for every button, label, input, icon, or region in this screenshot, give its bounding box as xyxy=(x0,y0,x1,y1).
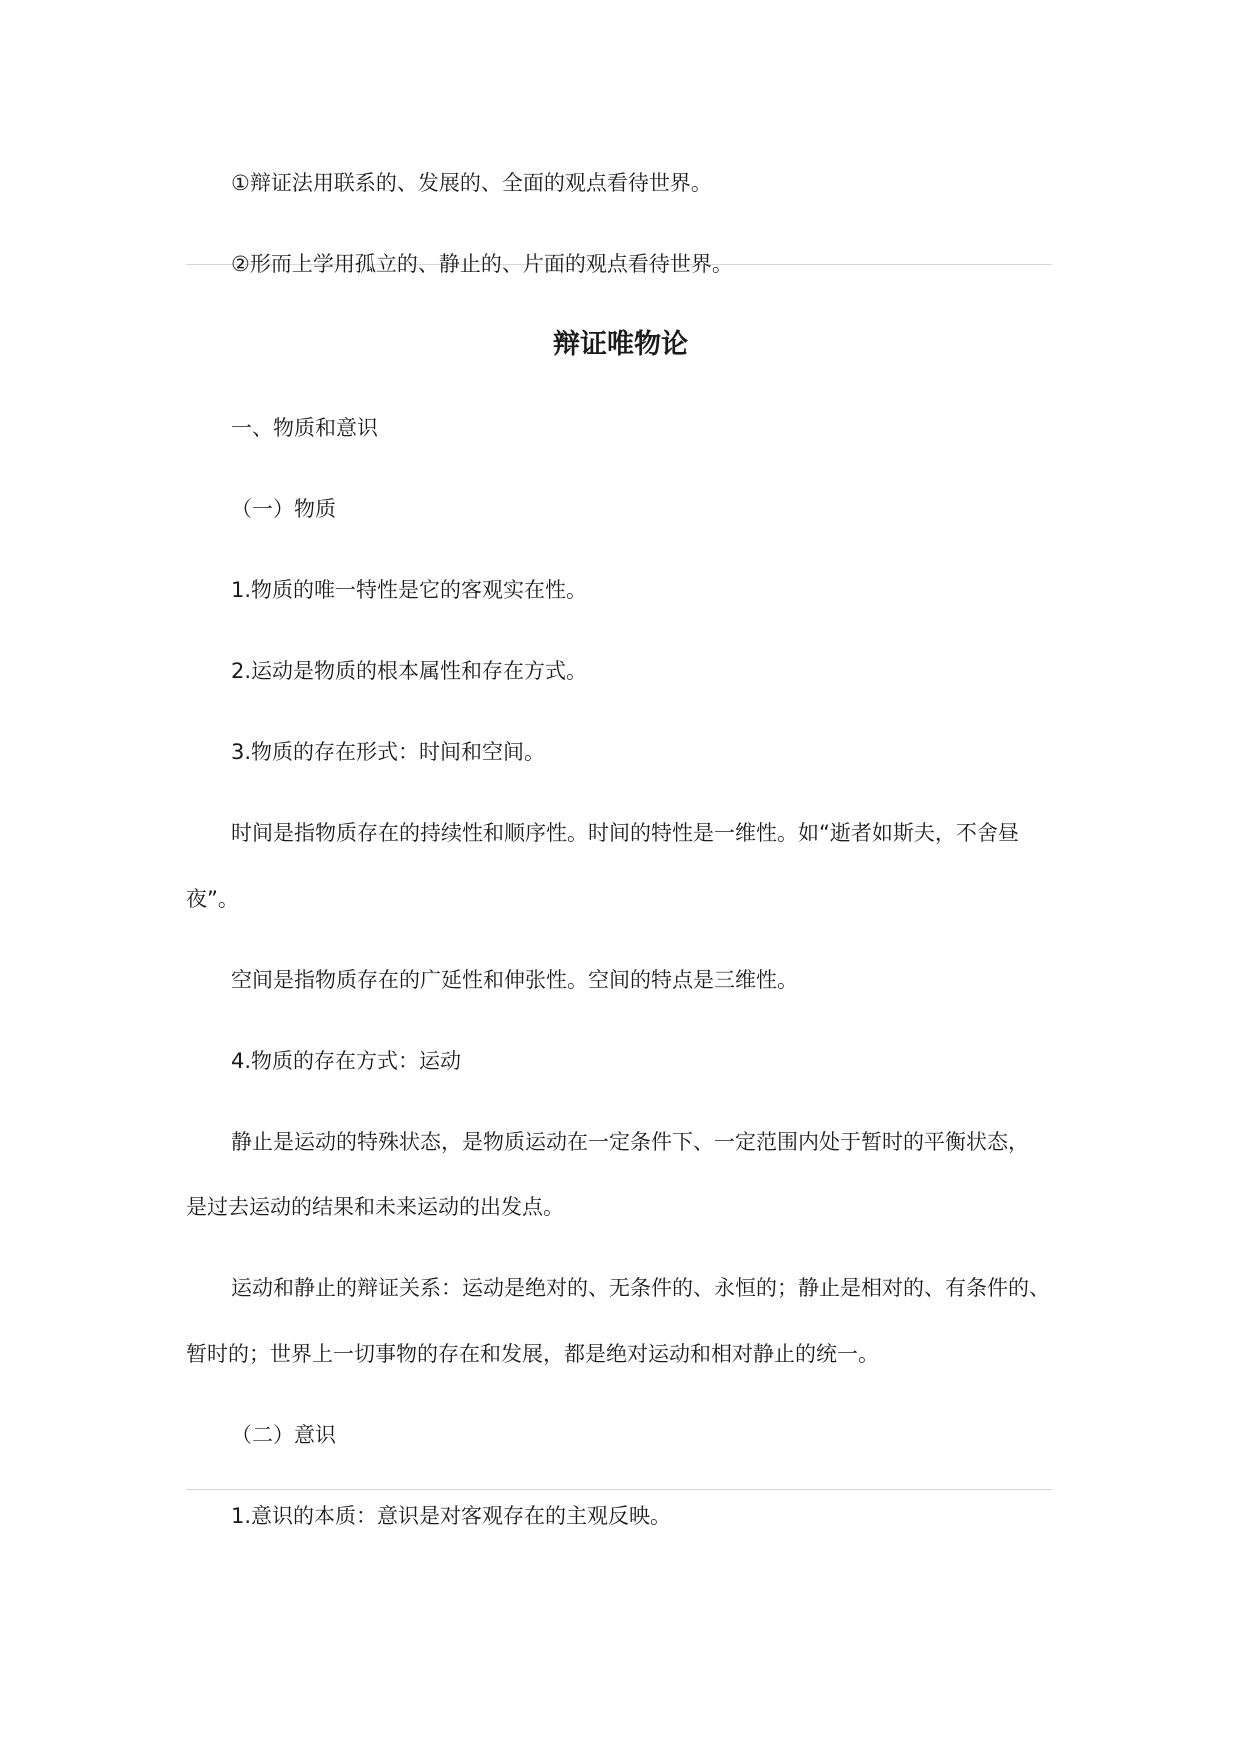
paragraph-rest-line1: 静止是运动的特殊状态，是物质运动在一定条件下、一定范围内处于暂时的平衡状态， xyxy=(231,1130,1029,1154)
paragraph-motion-mode: 4.物质的存在方式：运动 xyxy=(231,1049,462,1073)
paragraph-motion-attribute: 2.运动是物质的根本属性和存在方式。 xyxy=(231,659,588,683)
paragraph-rest-line2: 是过去运动的结果和未来运动的出发点。 xyxy=(186,1195,564,1219)
paragraph-dialectical-relation-line1: 运动和静止的辩证关系：运动是绝对的、无条件的、永恒的；静止是相对的、有条件的、 xyxy=(231,1276,1050,1300)
section-title: 辩证唯物论 xyxy=(553,329,688,360)
paragraph-time-line2: 夜”。 xyxy=(186,887,239,911)
paragraph-time-space: 3.物质的存在形式：时间和空间。 xyxy=(231,740,546,764)
subheading-consciousness: （二）意识 xyxy=(231,1423,336,1447)
heading-matter-and-consciousness: 一、物质和意识 xyxy=(231,416,378,440)
divider-bottom xyxy=(186,1489,1052,1490)
paragraph-time-line1: 时间是指物质存在的持续性和顺序性。时间的特性是一维性。如“逝者如斯夫，不舍昼 xyxy=(231,821,1019,845)
paragraph-objective-reality: 1.物质的唯一特性是它的客观实在性。 xyxy=(231,578,588,602)
paragraph-dialectical-relation-line2: 暂时的；世界上一切事物的存在和发展，都是绝对运动和相对静止的统一。 xyxy=(186,1342,879,1366)
subheading-matter: （一）物质 xyxy=(231,497,336,521)
paragraph-dialectics: ①辩证法用联系的、发展的、全面的观点看待世界。 xyxy=(231,171,712,195)
paragraph-metaphysics: ②形而上学用孤立的、静止的、片面的观点看待世界。 xyxy=(231,252,733,276)
paragraph-space: 空间是指物质存在的广延性和伸张性。空间的特点是三维性。 xyxy=(231,968,798,992)
paragraph-consciousness-essence: 1.意识的本质：意识是对客观存在的主观反映。 xyxy=(231,1504,672,1528)
